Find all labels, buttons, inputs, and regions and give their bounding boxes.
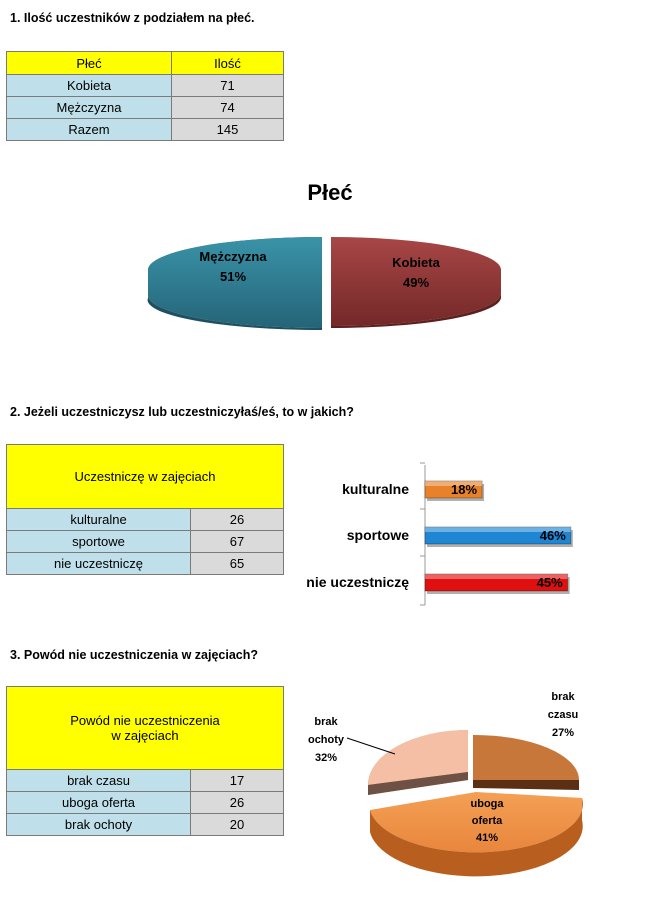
- activities-header: Uczestniczę w zajęciach: [7, 445, 284, 509]
- section3-heading: 3. Powód nie uczestniczenia w zajęciach?: [10, 648, 258, 662]
- row-value: 26: [191, 509, 284, 531]
- bar-category-label: nie uczestniczę: [306, 574, 409, 590]
- row-label: Mężczyzna: [7, 97, 172, 119]
- table-row: [7, 531, 284, 553]
- pie-label-mezczyzna-name: Mężczyzna: [199, 249, 267, 264]
- table-row: [7, 119, 284, 141]
- reasons-header-line1: Powód nie uczestniczenia: [70, 713, 220, 728]
- table-row: [7, 75, 284, 97]
- bar-value-label: 46%: [539, 528, 566, 543]
- row-value: 67: [191, 531, 284, 553]
- pie-label-mezczyzna-value: 51%: [219, 269, 247, 284]
- activities-table: [6, 444, 284, 575]
- row-label: kulturalne: [7, 509, 191, 531]
- pie-label-brak-czasu-1: brak: [551, 691, 575, 703]
- reasons-table: [6, 686, 284, 836]
- bar-value-label: 18%: [451, 482, 478, 497]
- table-row: [7, 792, 284, 814]
- row-value: 17: [191, 770, 284, 792]
- bar-category-label: sportowe: [346, 527, 409, 543]
- gender-table: [6, 51, 284, 141]
- chart-title: Płeć: [307, 180, 353, 205]
- table-row: [7, 770, 284, 792]
- reasons-header: [7, 687, 284, 770]
- pie-label-brak-ochoty-value: 32%: [314, 752, 338, 764]
- pie-label-kobieta-name: Kobieta: [392, 255, 440, 270]
- table-row: [7, 553, 284, 575]
- leader-line: [347, 738, 395, 754]
- row-label: uboga oferta: [7, 792, 191, 814]
- gender-pie-chart: [0, 170, 650, 370]
- row-label: nie uczestniczę: [7, 553, 191, 575]
- activities-bar-chart: [300, 455, 640, 615]
- row-value: 145: [172, 119, 284, 141]
- pie-label-brak-ochoty-2: ochoty: [307, 734, 345, 746]
- section2-heading: 2. Jeżeli uczestniczysz lub uczestniczyłaś/eś, to w jakich?: [10, 405, 354, 419]
- row-value: 71: [172, 75, 284, 97]
- row-label: brak czasu: [7, 770, 191, 792]
- row-label: Kobieta: [7, 75, 172, 97]
- table-row: [7, 97, 284, 119]
- pie-label-kobieta-value: 49%: [402, 275, 430, 290]
- row-label: sportowe: [7, 531, 191, 553]
- reasons-header-line2: w zajęciach: [111, 728, 179, 743]
- section1-heading: 1. Ilość uczestników z podziałem na płeć.: [10, 11, 255, 25]
- row-value: 65: [191, 553, 284, 575]
- gender-header-count: Ilość: [172, 52, 284, 75]
- row-label: Razem: [7, 119, 172, 141]
- row-value: 74: [172, 97, 284, 119]
- pie-label-brak-czasu-value: 27%: [551, 727, 575, 739]
- pie-label-uboga-oferta-2: oferta: [471, 815, 503, 827]
- row-value: 20: [191, 814, 284, 836]
- pie-label-uboga-oferta-value: 41%: [475, 832, 499, 844]
- pie-label-uboga-oferta-1: uboga: [470, 798, 504, 810]
- table-row: [7, 814, 284, 836]
- pie-slice-edge: [473, 780, 579, 790]
- bar-category-label: kulturalne: [342, 481, 409, 497]
- pie-label-brak-ochoty-1: brak: [314, 716, 338, 728]
- pie-label-brak-czasu-2: czasu: [547, 709, 579, 721]
- reasons-pie-chart: [300, 680, 600, 900]
- gender-header-label: Płeć: [7, 52, 172, 75]
- pie-slice-brak-czasu: [473, 735, 579, 780]
- row-value: 26: [191, 792, 284, 814]
- row-label: brak ochoty: [7, 814, 191, 836]
- bar-value-label: 45%: [536, 575, 563, 590]
- table-row: [7, 509, 284, 531]
